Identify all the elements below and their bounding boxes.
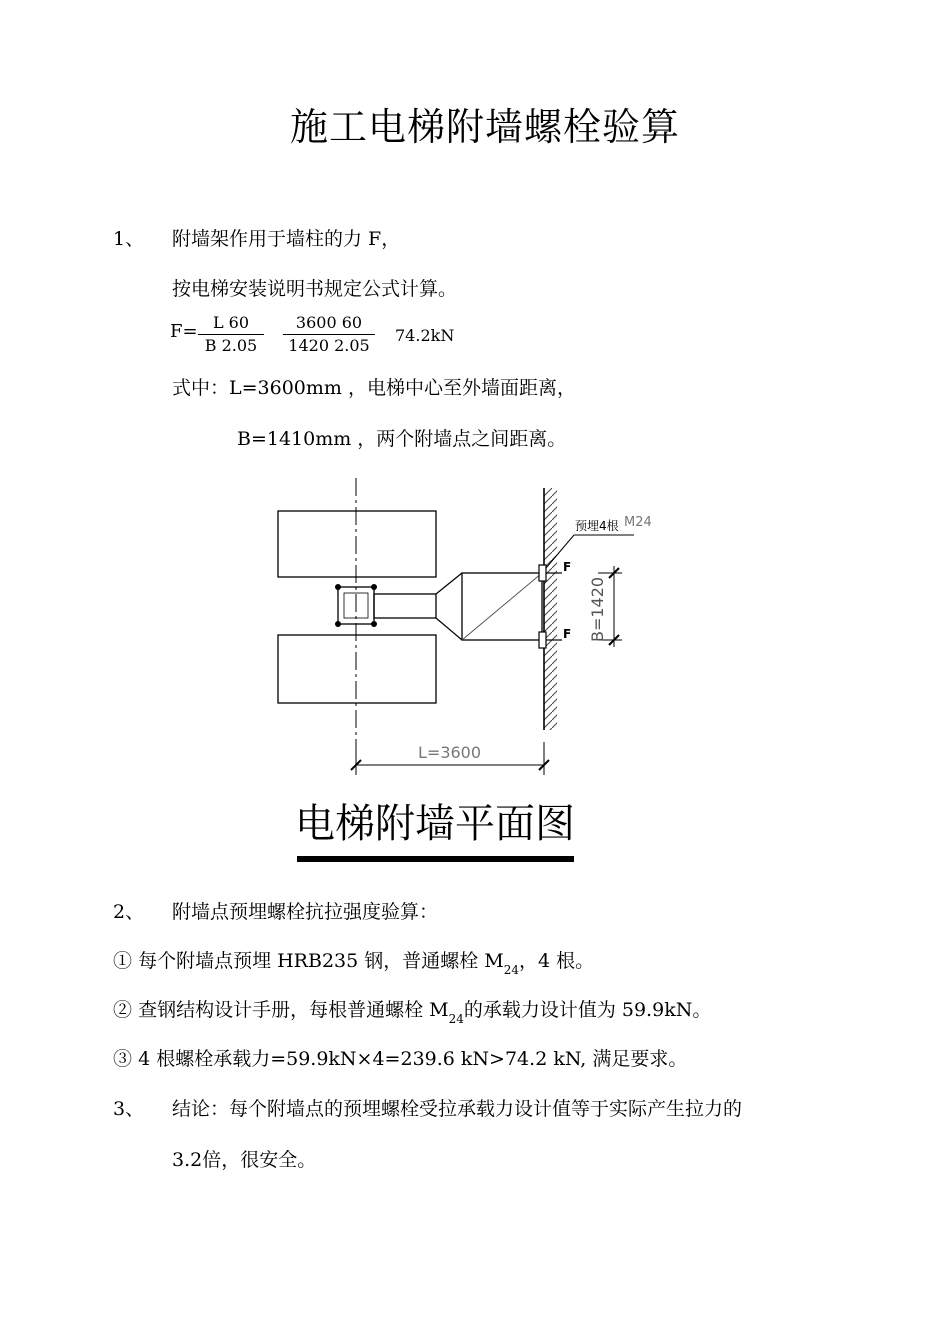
caption-underline bbox=[297, 856, 574, 862]
fraction-2-denominator: 1420 2.05 bbox=[288, 336, 370, 355]
section-2-heading: 附墙点预埋螺栓抗拉强度验算： bbox=[172, 901, 439, 923]
cage-upper bbox=[278, 511, 436, 577]
item-2-subscript: 24 bbox=[448, 1012, 464, 1026]
section-1-number: 1、 bbox=[113, 228, 145, 250]
formula-result: 74.2kN bbox=[395, 326, 455, 345]
item-3-text: 4 根螺栓承载力=59.9kN×4=239.6 kN>74.2 kN, 满足要求。 bbox=[138, 1048, 688, 1070]
tie-arm bbox=[374, 594, 436, 618]
conclusion-line-2: 3.2倍，很安全。 bbox=[172, 1149, 317, 1171]
item-2-text: 查钢结构设计手册，每根普通螺栓 M bbox=[138, 999, 449, 1021]
wall-hatch bbox=[544, 488, 557, 730]
where-line-1: 式中：L=3600mm ，电梯中心至外墙面距离， bbox=[172, 377, 576, 399]
fraction-1-numerator: L 60 bbox=[212, 313, 250, 332]
dimension-b: B=1420 bbox=[588, 576, 607, 642]
force-label-lower: F bbox=[563, 627, 572, 641]
item-1-subscript: 24 bbox=[503, 963, 520, 977]
item-1-text: 每个附墙点预埋 HRB235 钢，普通螺栓 M bbox=[138, 950, 504, 972]
item-1-mark: ① bbox=[113, 950, 133, 972]
item-1 bbox=[113, 946, 595, 977]
section-1-line2: 按电梯安装说明书规定公式计算。 bbox=[172, 278, 458, 300]
where-line-2: B=1410mm ，两个附墙点之间距离。 bbox=[237, 428, 567, 450]
anchor-plate-lower bbox=[539, 632, 546, 648]
page-title: 施工电梯附墙螺栓验算 bbox=[289, 105, 680, 149]
formula-fraction-2 bbox=[283, 312, 375, 357]
item-3-mark: ③ bbox=[113, 1048, 133, 1070]
item-3 bbox=[113, 1044, 687, 1071]
section-3-number: 3、 bbox=[113, 1098, 145, 1120]
item-1-text-end: ，4 根。 bbox=[519, 950, 595, 972]
formula-lhs: F= bbox=[170, 321, 198, 342]
dimension-l: L=3600 bbox=[418, 743, 482, 762]
fraction-2-numerator: 3600 60 bbox=[295, 313, 363, 332]
figure-caption: 电梯附墙平面图 bbox=[295, 801, 575, 847]
force-label-upper: F bbox=[563, 560, 572, 574]
formula-fraction-1 bbox=[198, 312, 264, 357]
bolt-annotation: 预埋4根 bbox=[575, 519, 619, 533]
anchor-plate-upper bbox=[539, 565, 546, 581]
elevator-wall-attachment-diagram bbox=[0, 470, 950, 790]
item-2 bbox=[113, 995, 712, 1026]
item-2-mark: ② bbox=[113, 999, 133, 1021]
item-2-text-end: 的承载力设计值为 59.9kN。 bbox=[463, 999, 712, 1021]
fraction-1-denominator: B 2.05 bbox=[204, 336, 258, 355]
conclusion-line-1: 结论：每个附墙点的预埋螺栓受拉承载力设计值等于实际产生拉力的 bbox=[172, 1098, 743, 1120]
cage-lower bbox=[278, 635, 436, 703]
section-2-number: 2、 bbox=[113, 901, 145, 923]
section-1-heading: 附墙架作用于墙柱的力 F， bbox=[172, 228, 401, 250]
bolt-size-annotation: M24 bbox=[624, 515, 652, 530]
